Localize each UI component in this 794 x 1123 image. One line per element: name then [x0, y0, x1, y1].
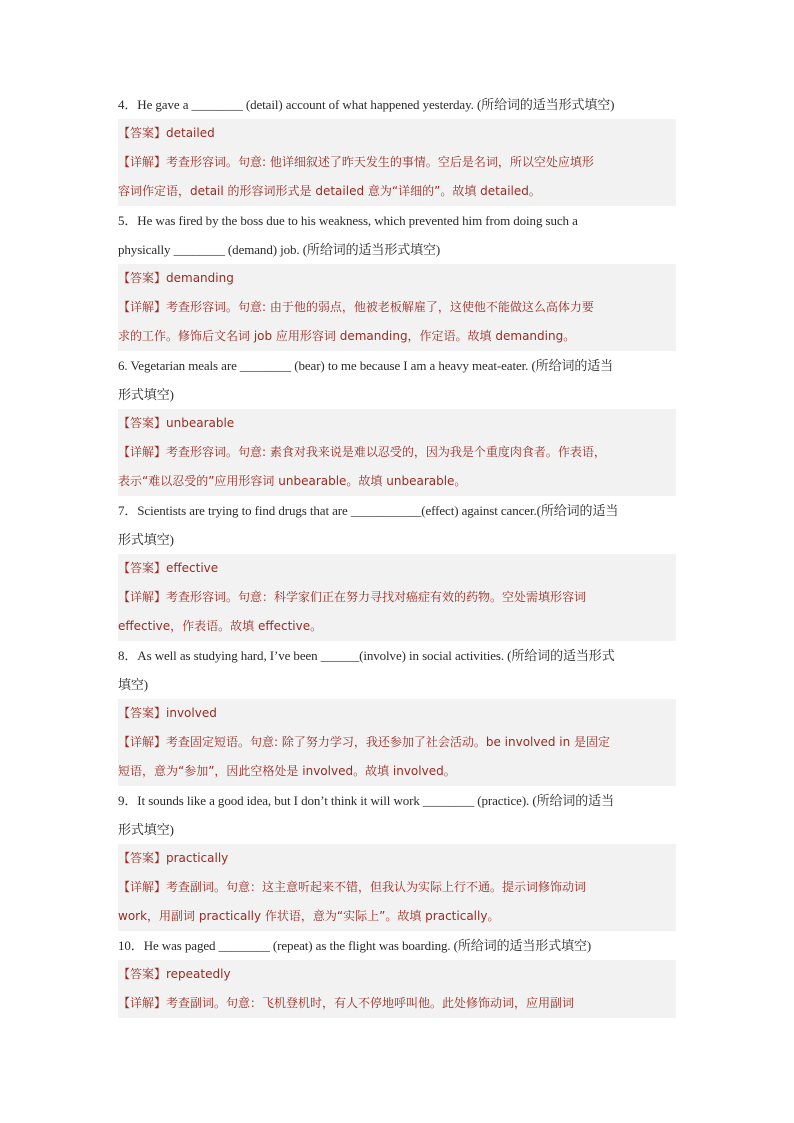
- answer-line: 【答案】practically: [118, 844, 676, 873]
- question-item: [118, 496, 676, 641]
- question-item: [118, 351, 676, 496]
- detail-line: 【详解】考查形容词。句意: 由于他的弱点，他被老板解雇了，这使他不能做这么高体力要: [118, 293, 676, 322]
- solution-block: [118, 699, 676, 786]
- question-text: 9．It sounds like a good idea, but I don’t think it will work ________ (practice). (所给词的适当: [118, 793, 614, 808]
- question-item: [118, 206, 676, 351]
- detail-line: 【详解】考查副词。句意：飞机登机时，有人不停地呼叫他。此处修饰动词，应用副词: [118, 989, 676, 1018]
- detail-line: 表示“难以忍受的”应用形容词 unbearable。故填 unbearable。: [118, 467, 676, 496]
- solution-block: [118, 119, 676, 206]
- question-text: 7．Scientists are trying to find drugs that are ___________(effect) against cancer.(所给词的适当: [118, 503, 619, 518]
- answer-line: 【答案】unbearable: [118, 409, 676, 438]
- question-text: 10．He was paged ________ (repeat) as the flight was boarding. (所给词的适当形式填空): [118, 938, 592, 953]
- detail-line: work，用副词 practically 作状语，意为“实际上”。故填 practically。: [118, 902, 676, 931]
- detail-line: 短语，意为“参加”，因此空格处是 involved。故填 involved。: [118, 757, 676, 786]
- exercise-page: [118, 90, 676, 1018]
- question-text: 8．As well as studying hard, I’ve been ______(involve) in social activities. (所给词的适当形式: [118, 648, 615, 663]
- question-text: physically ________ (demand) job. (所给词的适当形式填空): [118, 242, 441, 257]
- answer-line: 【答案】effective: [118, 554, 676, 583]
- answer-line: 【答案】repeatedly: [118, 960, 676, 989]
- solution-block: [118, 264, 676, 351]
- question-item: [118, 641, 676, 786]
- question-text: 形式填空): [118, 532, 174, 547]
- answer-line: 【答案】detailed: [118, 119, 676, 148]
- detail-line: 【详解】考查形容词。句意: 素食对我来说是难以忍受的，因为我是个重度肉食者。作表语，: [118, 438, 676, 467]
- question-text: 形式填空): [118, 387, 174, 402]
- detail-line: 求的工作。修饰后文名词 job 应用形容词 demanding，作定语。故填 demanding。: [118, 322, 676, 351]
- solution-block: [118, 554, 676, 641]
- solution-block: [118, 409, 676, 496]
- question-text: 形式填空): [118, 822, 174, 837]
- detail-line: 【详解】考查形容词。句意: 他详细叙述了昨天发生的事情。空后是名词，所以空处应填形: [118, 148, 676, 177]
- question-text: 6. Vegetarian meals are ________ (bear) to me because I am a heavy meat-eater. (所给词的适当: [118, 358, 614, 373]
- question-text: 4．He gave a ________ (detail) account of what happened yesterday. (所给词的适当形式填空): [118, 97, 615, 112]
- solution-block: [118, 844, 676, 931]
- detail-line: 【详解】考查固定短语。句意: 除了努力学习，我还参加了社会活动。be involved in 是固定: [118, 728, 676, 757]
- question-text: 填空): [118, 677, 149, 692]
- answer-line: 【答案】involved: [118, 699, 676, 728]
- detail-line: 容词作定语，detail 的形容词形式是 detailed 意为“详细的”。故填 detailed。: [118, 177, 676, 206]
- detail-line: 【详解】考查副词。句意：这主意听起来不错，但我认为实际上行不通。提示词修饰动词: [118, 873, 676, 902]
- answer-line: 【答案】demanding: [118, 264, 676, 293]
- question-item: [118, 931, 676, 1018]
- detail-line: effective，作表语。故填 effective。: [118, 612, 676, 641]
- question-text: 5．He was fired by the boss due to his weakness, which prevented him from doing such a: [118, 213, 578, 228]
- question-item: [118, 90, 676, 206]
- solution-block: [118, 960, 676, 1018]
- detail-line: 【详解】考查形容词。句意：科学家们正在努力寻找对癌症有效的药物。空处需填形容词: [118, 583, 676, 612]
- question-item: [118, 786, 676, 931]
